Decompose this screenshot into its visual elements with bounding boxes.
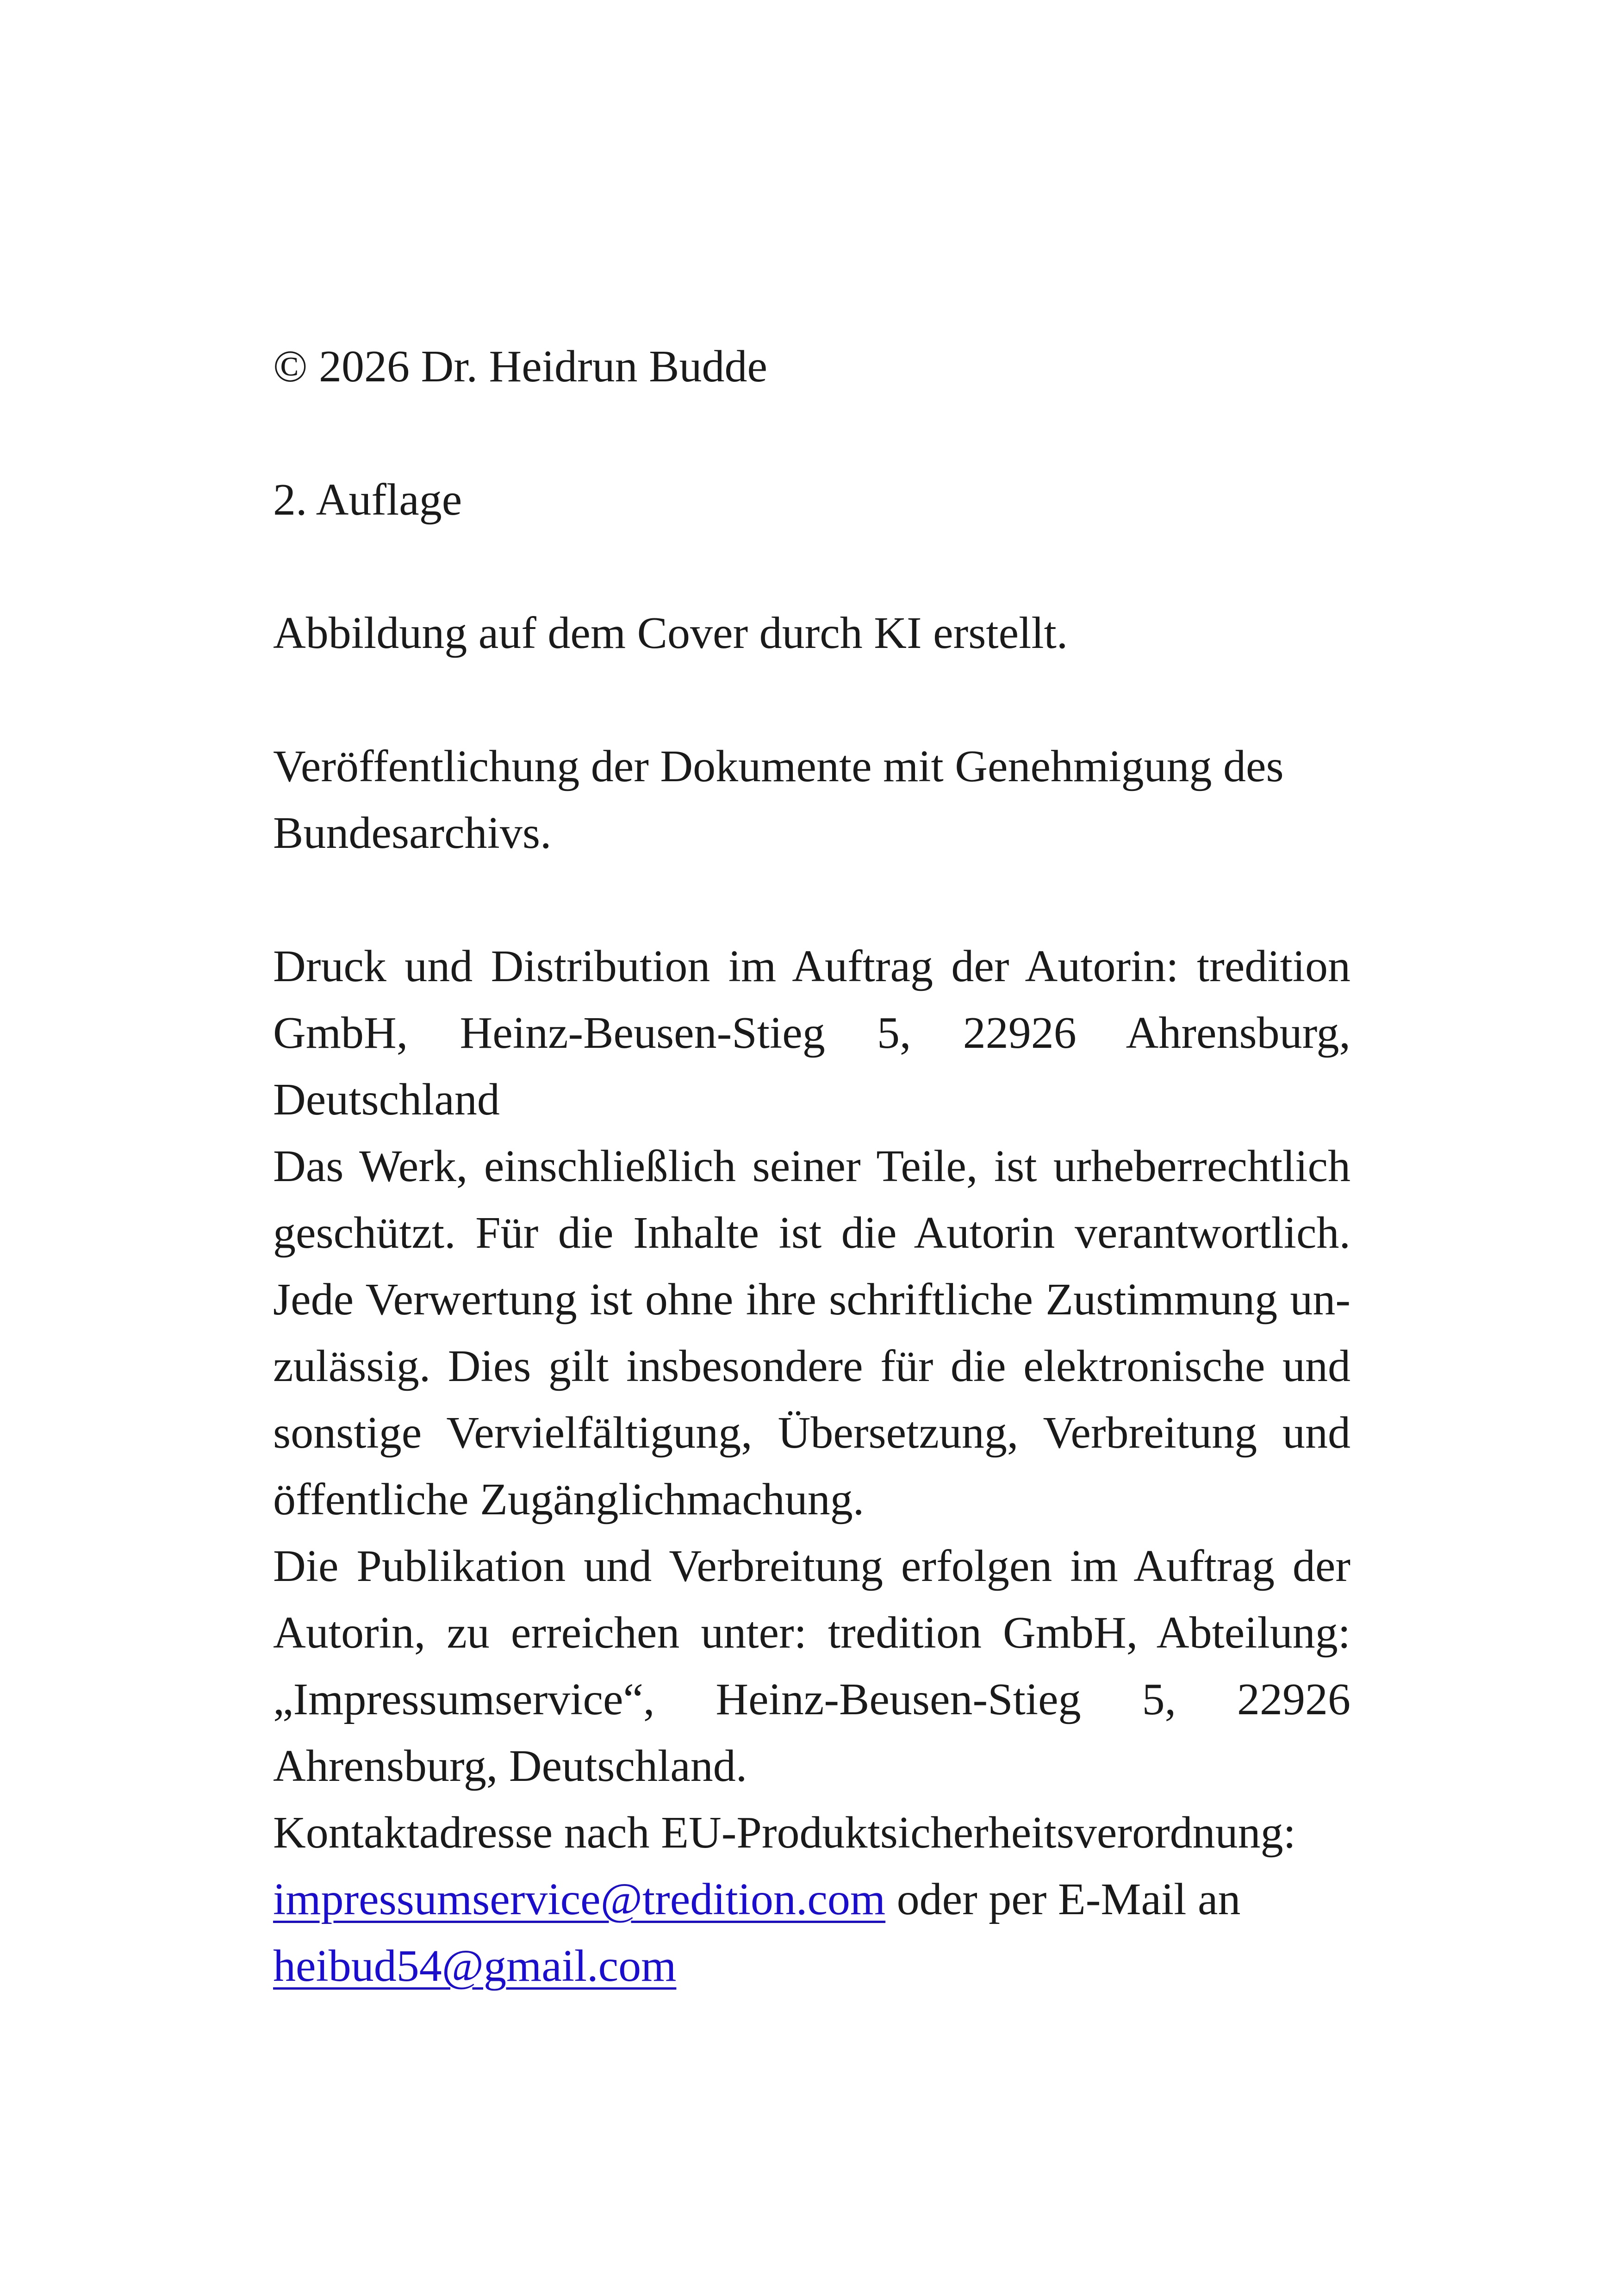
publication-note-line: Veröffentlichung der Dokumente mit Genehmigung des bbox=[273, 741, 1284, 791]
email-link-heibud54[interactable]: heibud54@gmail.com bbox=[273, 1941, 677, 1991]
imprint-line: „Impressumservice“, Heinz-Beusen-Stieg 5, 22926 bbox=[273, 1674, 1350, 1724]
imprint-line: Die Publikation und Verbreitung erfolgen im Auftrag der bbox=[273, 1541, 1350, 1591]
imprint-line: sonstige Vervielfältigung, Übersetzung, Verbreitung und bbox=[273, 1408, 1350, 1458]
imprint-line: geschützt. Für die Inhalte ist die Autorin verantwortlich. bbox=[273, 1208, 1350, 1258]
publication-note bbox=[273, 733, 1350, 866]
email-connector-text: oder per E-Mail an bbox=[885, 1874, 1241, 1924]
contact-email-line bbox=[273, 1933, 1350, 1999]
imprint-paragraph bbox=[273, 933, 1350, 1999]
imprint-text-block bbox=[273, 333, 1350, 1999]
imprint-line: Druck und Distribution im Auftrag der Autorin: tredition bbox=[273, 941, 1350, 991]
imprint-line: Kontaktadresse nach EU-Produktsicherheitsverordnung: bbox=[273, 1808, 1296, 1858]
imprint-line: Jede Verwertung ist ohne ihre schriftliche Zustimmung un- bbox=[273, 1275, 1350, 1325]
publication-note-line: Bundesarchivs. bbox=[273, 808, 552, 858]
imprint-line: Das Werk, einschließlich seiner Teile, ist urheberrechtlich bbox=[273, 1141, 1350, 1191]
imprint-line: Autorin, zu erreichen unter: tredition GmbH, Abteilung: bbox=[273, 1608, 1350, 1658]
imprint-line: GmbH, Heinz-Beusen-Stieg 5, 22926 Ahrensburg, bbox=[273, 1008, 1350, 1058]
imprint-line: öffentliche Zugänglichmachung. bbox=[273, 1475, 865, 1524]
cover-note: Abbildung auf dem Cover durch KI erstellt. bbox=[273, 608, 1068, 658]
imprint-line: Deutschland bbox=[273, 1075, 500, 1125]
imprint-line: zulässig. Dies gilt insbesondere für die elektronische und bbox=[273, 1341, 1350, 1391]
copyright-line: © 2026 Dr. Heidrun Budde bbox=[273, 342, 767, 392]
imprint-line: Ahrensburg, Deutschland. bbox=[273, 1741, 747, 1791]
email-link-impressumservice[interactable]: impressumservice@tredition.com bbox=[273, 1874, 886, 1924]
edition-line: 2. Auflage bbox=[273, 475, 462, 525]
contact-email-line bbox=[273, 1866, 1350, 1933]
